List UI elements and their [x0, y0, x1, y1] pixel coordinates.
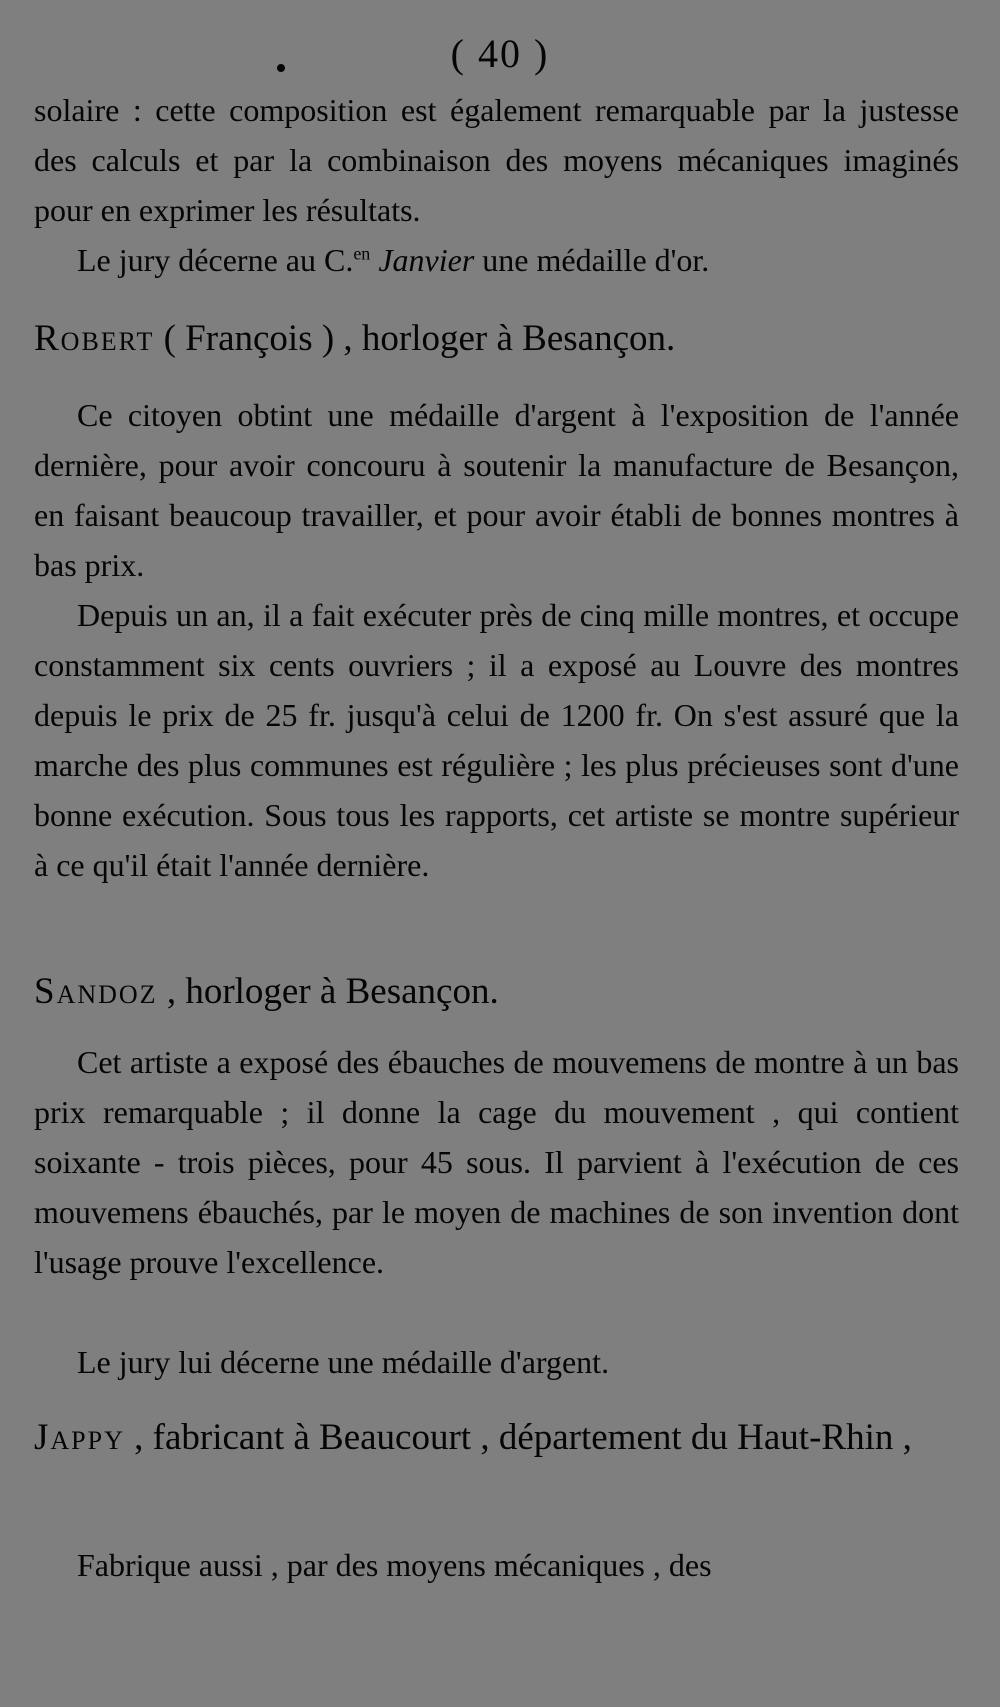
entry-name: Sandoz [34, 971, 158, 1012]
paragraph-jappy-1: Fabrique aussi , par des moyens mécaniques , des [77, 1547, 712, 1583]
entry-heading-jappy [34, 1413, 1000, 1463]
entry-heading-robert [34, 314, 959, 364]
paragraph-award-janvier [34, 235, 959, 285]
paragraph-robert-1: Ce citoyen obtint une médaille d'argent à l'exposition de l'année dernière, pour avoir concouru à soutenir la manufacture de Besançon, en faisant beaucoup travailler, et pour avoir établi de bonnes montres à bas prix. [34, 397, 959, 583]
paragraph-sandoz-award: Le jury lui décerne une médaille d'argent. [77, 1344, 610, 1380]
ink-speck [277, 64, 285, 72]
page-number: ( 40 ) [450, 31, 550, 76]
paragraph-sandoz-1: Cet artiste a exposé des ébauches de mouvemens de montre à un bas prix remarquable ; il donne la cage du mouvement , qui contient soixante - trois pièces, pour 45 sous. Il parvient à l'exécution de ces mouvemens ébauchés, par le moyen de machines de son invention dont l'usage prouve l'excellence. [34, 1044, 959, 1280]
entry-heading-sandoz [34, 967, 959, 1017]
entry-name: Robert [34, 318, 155, 359]
award-text-suffix: une médaille d'or. [474, 242, 710, 278]
entry-name: Jappy [34, 1417, 125, 1458]
recipient-name: Janvier [378, 242, 475, 278]
entry-description: , fabricant à Beaucourt , département du Haut-Rhin , [124, 1417, 912, 1458]
award-text-prefix: Le jury décerne au C. [77, 242, 354, 278]
entry-description: , horloger à Besançon. [157, 971, 499, 1012]
paragraph-robert-2: Depuis un an, il a fait exécuter près de cinq mille montres, et occupe constamment six cents ouvriers ; il a exposé au Louvre des montres depuis le prix de 25 fr. jusqu'à celui de 1200 fr. On s'est assuré que la marche des plus communes est régulière ; les plus précieuses sont d'une bonne exécution. Sous tous les rapports, cet artiste se montre supérieur à ce qu'il était l'année dernière. [34, 597, 959, 883]
entry-description: ( François ) , horloger à Besançon. [154, 318, 676, 359]
citizen-abbrev-superscript: en [353, 243, 371, 264]
paragraph-continuation: solaire : cette composition est également remarquable par la justesse des calculs et par la combinaison des moyens mécaniques imaginés pour en exprimer les résultats. [34, 92, 959, 228]
